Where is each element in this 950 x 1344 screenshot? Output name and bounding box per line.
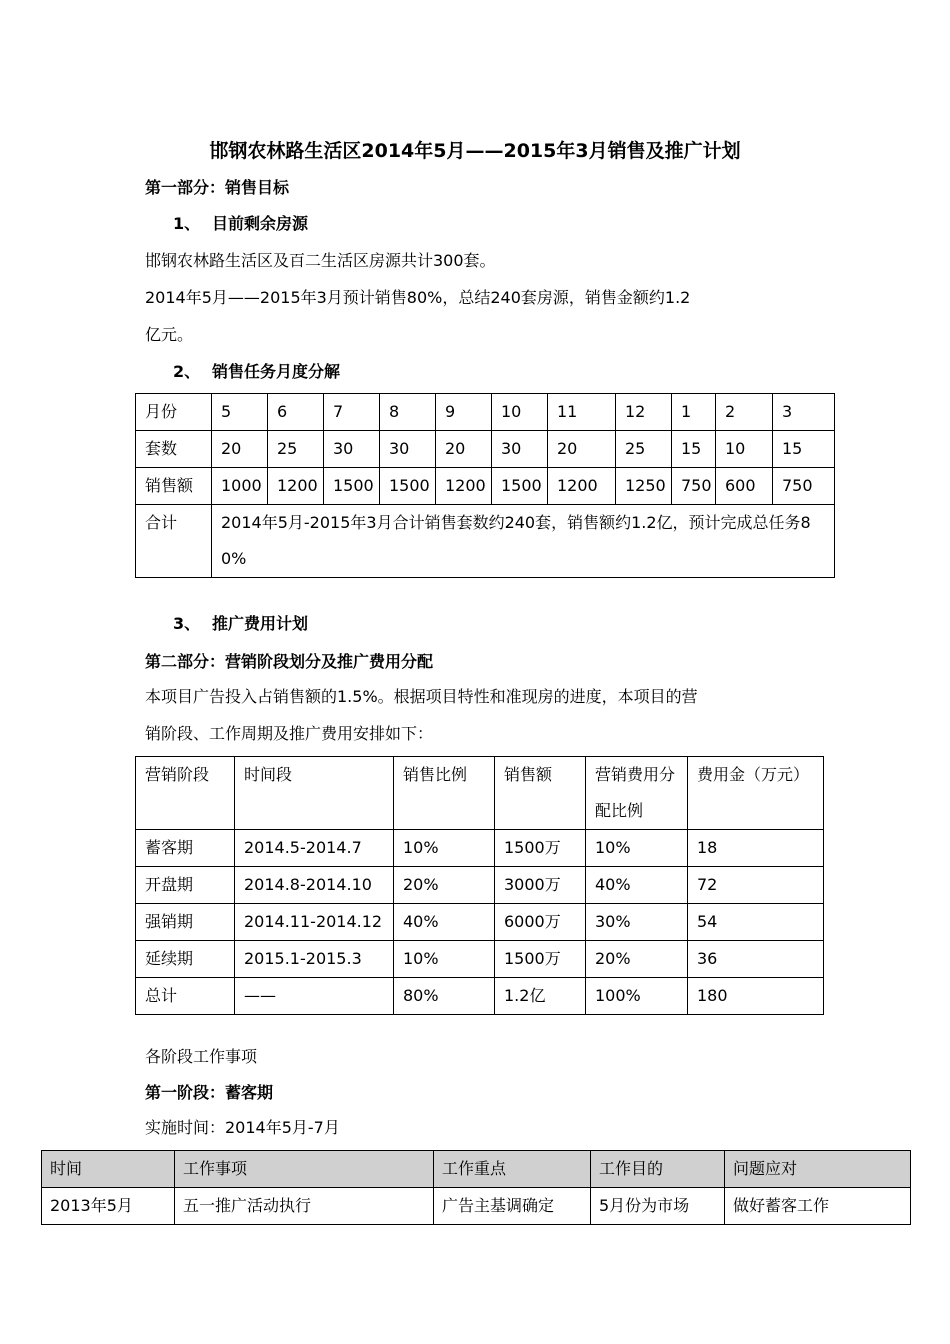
table-cell: 6	[268, 394, 324, 431]
table-cell: 7	[324, 394, 380, 431]
table-header-cell: 营销阶段	[136, 757, 235, 830]
stage1-title: 第一阶段：蓄客期	[145, 1083, 274, 1102]
total-summary-cell: 2014年5月-2015年3月合计销售套数约240套，销售额约1.2亿，预计完成总任务80%	[212, 505, 835, 578]
table-cell: 1500万	[495, 830, 586, 867]
table-cell: 40%	[586, 867, 688, 904]
table-cell: 2	[716, 394, 773, 431]
table-cell: 2014.8-2014.10	[235, 867, 394, 904]
table-cell: 750	[672, 468, 716, 505]
table-row	[136, 830, 824, 867]
table-cell: 1200	[268, 468, 324, 505]
table-row	[136, 867, 824, 904]
stage1-time: 实施时间：2014年5月-7月	[145, 1118, 340, 1137]
table-cell: 1200	[548, 468, 616, 505]
table-cell: 72	[688, 867, 824, 904]
table-cell: 750	[773, 468, 835, 505]
table-cell: 12	[616, 394, 672, 431]
table-cell: 20	[212, 431, 268, 468]
table-cell: 18	[688, 830, 824, 867]
table-row	[136, 394, 835, 431]
section2-number: 2、	[173, 362, 201, 381]
table-row	[136, 941, 824, 978]
page-title: 邯钢农林路生活区2014年5月——2015年3月销售及推广计划	[209, 140, 741, 162]
table-cell: 总计	[136, 978, 235, 1015]
table-cell: 25	[268, 431, 324, 468]
table-cell: 100%	[586, 978, 688, 1015]
part2-paragraph-line2: 销阶段、工作周期及推广费用安排如下：	[145, 724, 434, 743]
table-cell: 2013年5月	[42, 1188, 175, 1225]
table-cell: 2014.11-2014.12	[235, 904, 394, 941]
table-cell: 11	[548, 394, 616, 431]
table-cell: 20	[436, 431, 492, 468]
table-cell: 开盘期	[136, 867, 235, 904]
table-cell: 10	[492, 394, 548, 431]
inventory-paragraph: 邯钢农林路生活区及百二生活区房源共计300套。	[145, 251, 496, 270]
table-row	[136, 904, 824, 941]
table-header-cell: 销售额	[495, 757, 586, 830]
table-cell: 蓄客期	[136, 830, 235, 867]
table-cell: 1500	[380, 468, 436, 505]
table-cell: 2014.5-2014.7	[235, 830, 394, 867]
sales-target-line2: 亿元。	[145, 325, 194, 344]
section3-number: 3、	[173, 614, 201, 633]
table-cell: 30	[492, 431, 548, 468]
table-cell: 20%	[586, 941, 688, 978]
sales-target-line1: 2014年5月——2015年3月预计销售80%，总结240套房源，销售金额约1.2	[145, 288, 691, 307]
table-header-cell: 工作目的	[591, 1151, 725, 1188]
table-cell: 1250	[616, 468, 672, 505]
table-cell: 600	[716, 468, 773, 505]
table-cell: 1500	[324, 468, 380, 505]
table-cell: 36	[688, 941, 824, 978]
table-cell: 15	[773, 431, 835, 468]
table-cell: 10%	[394, 830, 495, 867]
table-cell: 5	[212, 394, 268, 431]
table-cell: 9	[436, 394, 492, 431]
table-cell: 30%	[586, 904, 688, 941]
table-cell: 月份	[136, 394, 212, 431]
table-header-cell: 问题应对	[725, 1151, 911, 1188]
table-cell: ——	[235, 978, 394, 1015]
table-cell: 10	[716, 431, 773, 468]
table-cell: 30	[380, 431, 436, 468]
table-cell: 1200	[436, 468, 492, 505]
part2-paragraph-line1: 本项目广告投入占销售额的1.5%。根据项目特性和准现房的进度，本项目的营	[145, 687, 698, 706]
work-items-table	[41, 1150, 911, 1225]
table-cell: 做好蓄客工作	[725, 1188, 911, 1225]
table-cell: 80%	[394, 978, 495, 1015]
table-header-cell: 营销费用分配比例	[586, 757, 688, 830]
table-cell: 3	[773, 394, 835, 431]
table-cell: 强销期	[136, 904, 235, 941]
table-cell: 8	[380, 394, 436, 431]
table-cell: 30	[324, 431, 380, 468]
table-header-cell: 时间	[42, 1151, 175, 1188]
table-cell: 销售额	[136, 468, 212, 505]
table-row	[42, 1188, 911, 1225]
table-cell: 合计	[136, 505, 212, 578]
table-header-cell: 时间段	[235, 757, 394, 830]
table-header-cell: 工作事项	[175, 1151, 434, 1188]
section3-title: 推广费用计划	[212, 614, 309, 633]
stages-heading: 各阶段工作事项	[145, 1047, 258, 1066]
table-cell: 180	[688, 978, 824, 1015]
part1-heading: 第一部分：销售目标	[145, 178, 290, 197]
table-cell: 五一推广活动执行	[175, 1188, 434, 1225]
table-cell: 1	[672, 394, 716, 431]
monthly-sales-table	[135, 393, 835, 578]
table-row	[136, 505, 835, 578]
table-cell: 25	[616, 431, 672, 468]
table-cell: 套数	[136, 431, 212, 468]
part2-heading: 第二部分：营销阶段划分及推广费用分配	[145, 652, 434, 671]
marketing-phase-table	[135, 756, 824, 1015]
table-cell: 1500万	[495, 941, 586, 978]
table-row	[136, 978, 824, 1015]
table-row	[136, 468, 835, 505]
table-cell: 2015.1-2015.3	[235, 941, 394, 978]
table-cell: 6000万	[495, 904, 586, 941]
table-cell: 延续期	[136, 941, 235, 978]
table-cell: 1.2亿	[495, 978, 586, 1015]
table-cell: 1500	[492, 468, 548, 505]
table-cell: 5月份为市场	[591, 1188, 725, 1225]
section2-title: 销售任务月度分解	[212, 362, 341, 381]
table-cell: 20	[548, 431, 616, 468]
table-cell: 20%	[394, 867, 495, 904]
table-cell: 40%	[394, 904, 495, 941]
table-cell: 54	[688, 904, 824, 941]
table-row	[136, 431, 835, 468]
table-row	[42, 1151, 911, 1188]
table-header-cell: 销售比例	[394, 757, 495, 830]
section1-number: 1、	[173, 214, 201, 233]
table-cell: 10%	[586, 830, 688, 867]
table-cell: 1000	[212, 468, 268, 505]
table-cell: 10%	[394, 941, 495, 978]
table-row	[136, 757, 824, 830]
table-cell: 15	[672, 431, 716, 468]
table-header-cell: 工作重点	[434, 1151, 591, 1188]
table-cell: 广告主基调确定	[434, 1188, 591, 1225]
section1-title: 目前剩余房源	[212, 214, 309, 233]
table-cell: 3000万	[495, 867, 586, 904]
table-header-cell: 费用金（万元）	[688, 757, 824, 830]
